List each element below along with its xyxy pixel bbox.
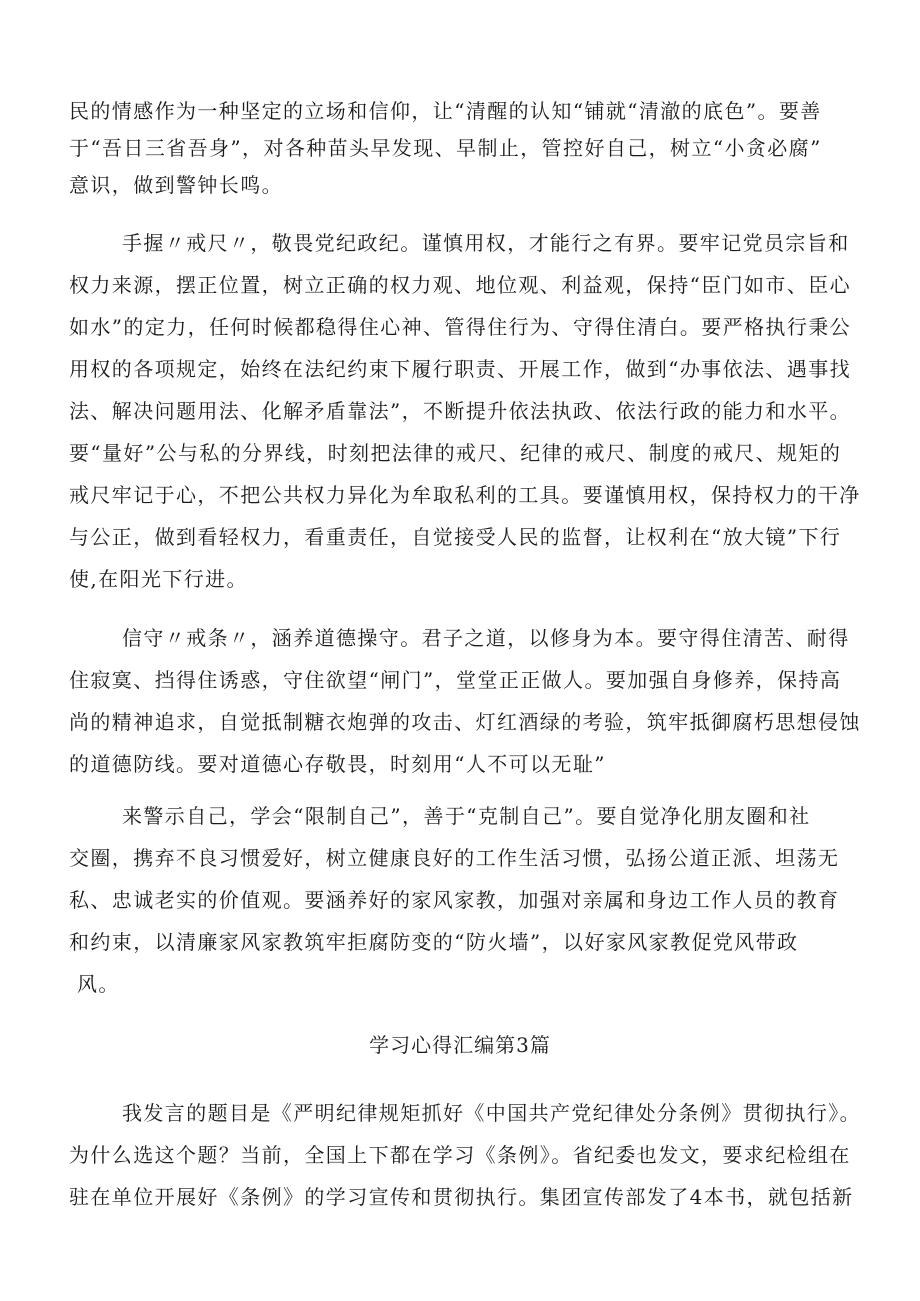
text-line: 权力来源，摆正位置，树立正确的权力观、地位观、利益观，保持“臣门如市、臣心 <box>69 273 852 297</box>
text-line: 民的情感作为一种坚定的立场和信仰，让“清醒的认知“铺就“清澈的底色”。要善 <box>69 99 822 123</box>
text-line: 于“吾日三省吾身”，对各种苗头早发现、早制止，管控好自己，树立“小贪必腐” <box>69 136 822 160</box>
text-line: 戒尺牢记于心，不把公共权力异化为牟取私利的工具。要谨慎用权，保持权力的干净 <box>69 483 861 507</box>
text-line: 使,在阳光下行进。 <box>69 567 248 591</box>
section-heading: 学习心得汇编第3篇 <box>369 1033 551 1057</box>
text-line: 意识，做到警钟长鸣。 <box>69 173 283 197</box>
text-line: 交圈，携弃不良习惯爱好，树立健康良好的工作生活习惯，弘扬公道正派、坦荡无 <box>69 846 840 870</box>
text-line: 手握〃戒尺〃，敬畏党纪政纪。谨慎用权，才能行之有界。要牢记党员宗旨和 <box>122 231 850 255</box>
text-line: 私、忠诚老实的价值观。要涵养好的家风家教，加强对亲属和身边工作人员的教育 <box>69 888 840 912</box>
text-line: 用权的各项规定，始终在法纪约束下履行职责、开展工作，做到“办事依法、遇事找 <box>69 357 852 381</box>
text-line: 信守〃戒条〃，涵养道德操守。君子之道，以修身为本。要守得住清苦、耐得 <box>122 626 850 650</box>
text-line: 要“量好”公与私的分界线，时刻把法律的戒尺、纪律的戒尺、制度的戒尺、规矩的 <box>69 441 842 465</box>
text-line: 的道德防线。要对道德心存敬畏，时刻用“人不可以无耻” <box>69 752 606 776</box>
text-line: 如水”的定力，任何时候都稳得住心神、管得住行为、守得住清白。要严格执行秉公 <box>69 315 852 339</box>
text-line: 尚的精神追求，自觉抵制糖衣炮弹的攻击、灯红酒绿的考验，筑牢抵御腐朽思想侵蚀 <box>69 710 861 734</box>
text-line: 来警示自己，学会“限制自己”，善于“克制自己”。要自觉净化朋友圈和社 <box>122 804 811 828</box>
text-line: 驻在单位开展好《条例》的学习宣传和贯彻执行。集团宣传部发了4本书，就包括新 <box>69 1185 854 1209</box>
text-line: 与公正，做到看轻权力，看重责任，自觉接受人民的监督，让权利在“放大镜”下行 <box>69 525 842 549</box>
text-line: 为什么选这个题？当前，全国上下都在学习《条例》。省纪委也发文，要求纪检组在 <box>69 1143 851 1167</box>
text-line: 住寂寞、挡得住诱惑，守住欲望“闸门”，堂堂正正做人。要加强自身修养，保持高 <box>69 668 842 692</box>
text-line: 我发言的题目是《严明纪律规矩抓好《中国共产党纪律处分条例》贯彻执行》。 <box>122 1101 861 1125</box>
text-line: 和约束，以清廉家风家教筑牢拒腐防变的“防火墙”，以好家风家教促党风带政 <box>69 930 799 954</box>
text-line: 风。 <box>77 972 120 996</box>
text-line: 法、解决问题用法、化解矛盾靠法”，不断提升依法执政、依法行政的能力和水平。 <box>69 399 852 423</box>
